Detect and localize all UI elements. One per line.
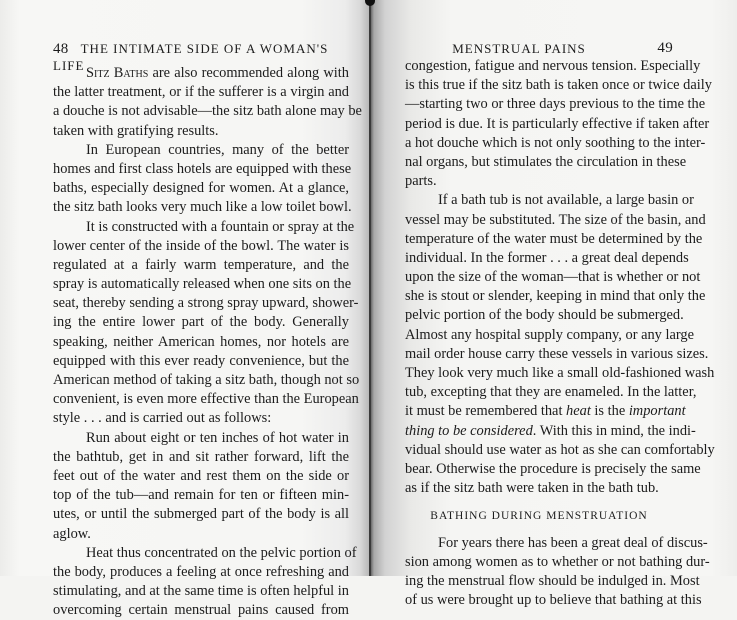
running-head-title: MENSTRUAL PAINS [452, 41, 586, 56]
text-line: the bathtub, get in and sit rather forward, lift the [53, 448, 349, 465]
text-span: . With this in mind, the indi- [532, 422, 696, 439]
emphasis-text: heat [566, 403, 591, 420]
text-line: sion among women as to whether or not bathing dur- [405, 553, 710, 570]
text-line: aglow. [53, 525, 91, 542]
text-line: style . . . and is carried out as follows: [53, 410, 272, 427]
text-line: is this true if the sitz bath is taken once or twice daily [405, 77, 712, 94]
text-line: a douche is not advisable—the sitz bath alone may be [53, 103, 362, 120]
text-line: American method of taking a sitz bath, though not so [53, 372, 360, 388]
text-line: Run about eight or ten inches of hot water in [86, 429, 349, 446]
text-line: taken with gratifying results. [53, 122, 219, 139]
text-line: a hot douche which is not only soothing to the inter- [405, 134, 706, 151]
book-spine [369, 0, 371, 576]
text-line: ing the menstrual flow should be indulged in. Most [405, 572, 700, 589]
text-line: ing the entire lower part of the body. Generally [53, 314, 349, 331]
text-line: pelvic portion of the body should be submerged. [405, 307, 684, 324]
text-line: she is stout or slender, keeping in mind that only the [405, 288, 706, 305]
text-line: vidual should use water as hot as she can comfortably [405, 441, 715, 458]
text-line: Heat thus concentrated on the pelvic portion of [86, 544, 357, 561]
text-line: feet out of the water and rest them on the side or [53, 467, 349, 484]
text-line: individual. In the former . . . a great deal depends [405, 249, 689, 266]
text-line [405, 402, 686, 421]
text-line: speaking, neither American homes, nor hotels are [53, 333, 349, 350]
text-line: as if the sitz bath were taken in the bath tub. [405, 480, 659, 497]
text-line: mail order house carry these vessels in various sizes. [405, 345, 709, 362]
text-span: is the [590, 403, 629, 420]
text-line: They look very much like a small old-fashioned wash [405, 365, 715, 381]
text-line: For years there has been a great deal of discus- [438, 534, 708, 551]
running-head-title: THE INTIMATE SIDE OF A WOMAN'S LIFE [53, 41, 329, 73]
text-line: tub, excepting that they are enameled. In the latter, [405, 384, 697, 401]
page-number: 48 [53, 41, 69, 57]
text-line: stimulating, and at the same time is often helpful in [53, 583, 349, 600]
text-line: homes and first class hotels are equipped with these [53, 160, 352, 177]
text-line: In European countries, many of the better [86, 141, 349, 158]
left-page-body [53, 64, 362, 620]
right-page-body [405, 57, 715, 610]
text-span: are also recommended along with [148, 65, 349, 81]
text-line: temperature of the water must be determined by the [405, 230, 703, 247]
text-line: congestion, fatigue and nervous tension. Especially [405, 58, 701, 74]
text-line: Almost any hospital supply company, or any large [405, 326, 694, 343]
section-heading: BATHING DURING MENSTRUATION [430, 510, 648, 523]
text-line: convenient, is even more effective than the European [53, 391, 359, 408]
text-line: bear. Otherwise the procedure is precisely the same [405, 460, 701, 477]
text-line: utes, or until the submerged part of the body is all [53, 506, 349, 523]
text-line: It is constructed with a fountain or spray at the [86, 218, 355, 235]
text-line [53, 64, 349, 83]
text-line: equipped with this ever ready convenience, but the [53, 352, 349, 369]
text-line: nal organs, but stimulates the circulation in these [405, 153, 687, 170]
text-line: If a bath tub is not available, a large basin or [438, 192, 694, 209]
emphasis-text: thing to be considered [405, 422, 533, 439]
running-head-right [405, 41, 673, 57]
run-in-heading: Sitz Baths [86, 65, 149, 81]
text-span: it must be remembered that [405, 403, 567, 420]
text-line: upon the size of the woman—that is whether or not [405, 269, 701, 286]
text-line: spray is automatically released when one sits on the [53, 276, 352, 293]
text-line: overcoming certain menstrual pains caused from [53, 602, 349, 619]
text-line: parts. [405, 173, 437, 190]
text-line: of us were brought up to believe that bathing at this [405, 592, 702, 609]
page-number: 49 [657, 40, 673, 56]
text-line: baths, especially designed for women. At a glance, [53, 180, 349, 197]
text-line: period is due. It is particularly effective if taken after [405, 115, 710, 132]
text-line: regulated at a fairly warm temperature, and the [53, 256, 349, 273]
text-line: top of the tub—and remain for ten or fifteen min- [53, 487, 349, 504]
text-line: the latter treatment, or if the sufferer is a virgin and [53, 84, 349, 101]
text-line: the sitz bath looks very much like a low toilet bowl. [53, 199, 352, 216]
text-line: vessel may be substituted. The size of the basin, and [405, 211, 706, 228]
text-line [405, 422, 696, 441]
text-line: lower center of the inside of the bowl. The water is [53, 237, 349, 254]
text-line: —starting two or three days previous to the time the [405, 96, 706, 113]
text-line: the body, produces a feeling at once refreshing and [53, 563, 349, 580]
text-line: seat, thereby sending a strong spray upward, shower- [53, 295, 359, 312]
emphasis-text: important [628, 403, 686, 420]
